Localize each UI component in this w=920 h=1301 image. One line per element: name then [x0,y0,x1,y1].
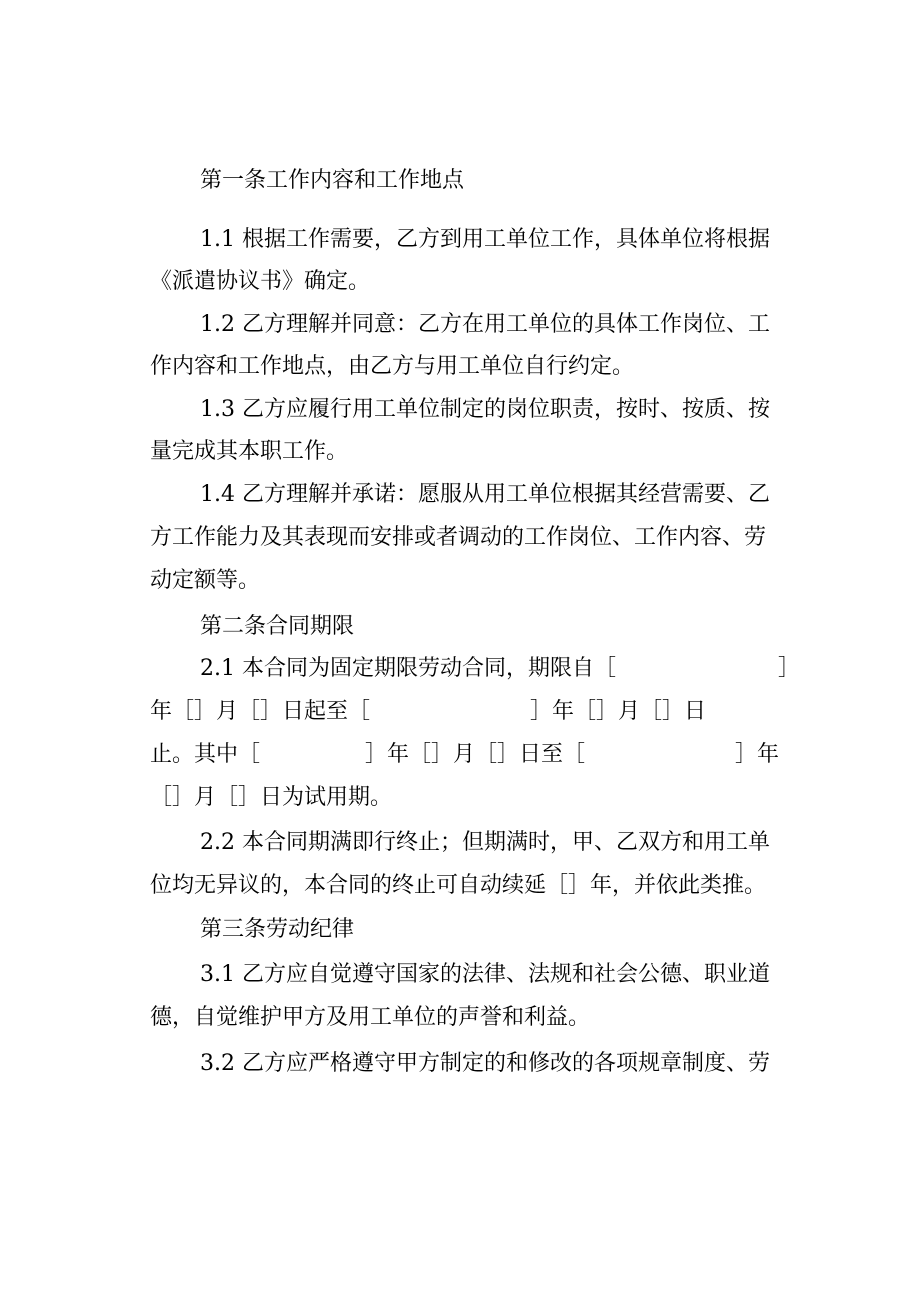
clause-3-1-line-1: 3.1 乙方应自觉遵守国家的法律、法规和社会公德、职业道 [200,962,770,987]
clause-3-2-line-1: 3.2 乙方应严格遵守甲方制定的和修改的各项规章制度、劳 [200,1051,770,1076]
clause-3-1-line-2: 德，自觉维护甲方及用工单位的声誉和利益。 [150,1005,591,1030]
clause-2-2-line-1: 2.2 本合同期满即行终止；但期满时，甲、乙双方和用工单 [200,830,770,855]
clause-2-1-line-2-start: 年［］月［］日起至［ [150,699,371,724]
clause-1-1-line-1: 1.1 根据工作需要，乙方到用工单位工作，具体单位将根据 [200,227,770,252]
clause-1-3-line-1: 1.3 乙方应履行用工单位制定的岗位职责，按时、按质、按 [200,397,770,422]
section-1-heading: 第一条工作内容和工作地点 [200,168,465,193]
clause-2-1-line-1-text: 2.1 本合同为固定期限劳动合同，期限自［ [200,656,616,681]
clause-2-1-line-1-close-bracket: ］ [777,656,800,681]
clause-2-1-line-3-end: ］年 [735,742,780,767]
clause-2-1-line-1 [200,654,800,684]
section-2-heading: 第二条合同期限 [200,614,355,639]
clause-2-1-line-3-mid: ］年［］月［］日至［ [365,742,586,767]
clause-2-1-line-3-start: 止。其中［ [150,742,261,767]
clause-2-1-line-2 [150,697,706,727]
clause-2-1-line-4: ［］月［］日为试用期。 [150,785,393,810]
clause-1-4-line-2: 方工作能力及其表现而安排或者调动的工作岗位、工作内容、劳 [150,525,767,550]
clause-1-2-line-2: 作内容和工作地点，由乙方与用工单位自行约定。 [150,354,635,379]
clause-2-2-line-2: 位均无异议的，本合同的终止可自动续延［］年，并依此类推。 [150,873,767,898]
clause-2-1-line-2-end: ］年［］月［］日 [530,699,707,724]
clause-1-2-line-1: 1.2 乙方理解并同意：乙方在用工单位的具体工作岗位、工 [200,312,770,337]
section-3-heading: 第三条劳动纪律 [200,917,355,942]
clause-2-1-line-3 [150,740,779,770]
clause-1-4-line-1: 1.4 乙方理解并承诺：愿服从用工单位根据其经营需要、乙 [200,482,770,507]
clause-1-1-line-2: 《派遣协议书》确定。 [150,269,371,294]
clause-1-4-line-3: 动定额等。 [150,568,261,593]
clause-1-3-line-2: 量完成其本职工作。 [150,439,349,464]
